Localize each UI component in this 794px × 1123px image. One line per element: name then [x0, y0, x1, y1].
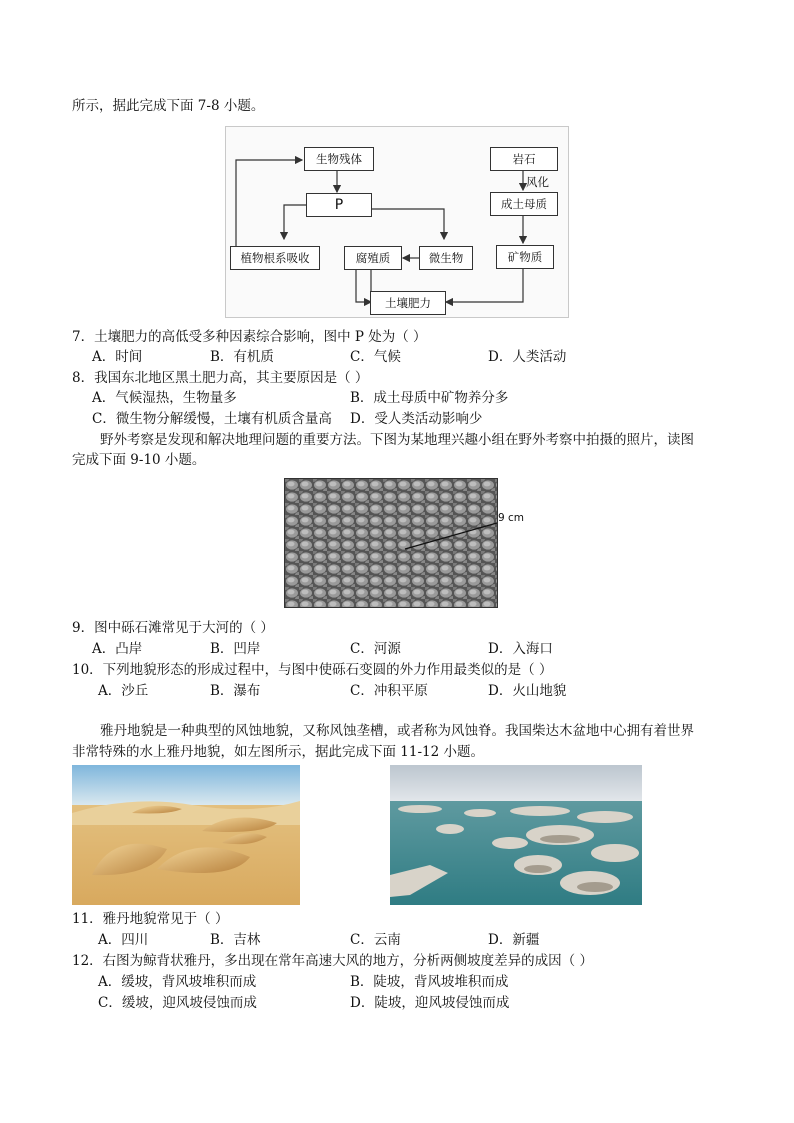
question-10-stem: 10．下列地貌形态的形成过程中，与图中使砾石变圆的外力作用最类似的是（ ） [72, 662, 553, 678]
q8-option-c: C．微生物分解缓慢，土壤有机质含量高 [92, 411, 332, 427]
q7-option-c: C．气候 [350, 349, 401, 365]
question-11-stem: 11．雅丹地貌常见于（ ） [72, 911, 229, 927]
q12-option-b: B．陡坡，背风坡堆积而成 [350, 974, 509, 990]
weathering-label: 风化 [526, 175, 549, 189]
passage-3-line-1: 雅丹地貌是一种典型的风蚀地貌，又称风蚀垄槽，或者称为风蚀脊。我国柴达木盆地中心拥有着世界 [100, 723, 694, 739]
q7-option-a: A．时间 [92, 349, 143, 365]
node-mineral: 矿物质 [496, 245, 554, 269]
question-8-stem: 8．我国东北地区黑土肥力高，其主要原因是（ ） [72, 370, 369, 386]
node-remains: 生物残体 [304, 147, 374, 171]
intro-line: 所示，据此完成下面 7-8 小题。 [72, 98, 265, 114]
q9-option-a: A．凸岸 [92, 641, 143, 657]
pebble-texture [285, 479, 497, 607]
node-root-absorption: 植物根系吸收 [230, 246, 320, 270]
q7-option-d: D．人类活动 [488, 349, 567, 365]
passage-2-line-1: 野外考察是发现和解决地理问题的重要方法。下图为某地理兴趣小组在野外考察中拍摄的照片，读图 [100, 432, 694, 448]
pebble-scale-label: 9 cm [498, 512, 525, 524]
pebble-beach-photo [284, 478, 498, 608]
q10-option-a: A．沙丘 [98, 683, 149, 699]
whaleback-yardang-image [72, 765, 300, 905]
question-9-stem: 9．图中砾石滩常见于大河的（ ） [72, 620, 274, 636]
q11-option-b: B．吉林 [210, 932, 261, 948]
node-parent-material: 成土母质 [490, 192, 558, 216]
node-soil-fertility: 土壤肥力 [370, 291, 446, 315]
q11-option-d: D．新疆 [488, 932, 540, 948]
q12-option-a: A．缓坡，背风坡堆积而成 [98, 974, 257, 990]
q9-option-c: C．河源 [350, 641, 401, 657]
desert-illustration [72, 765, 300, 905]
node-humus: 腐殖质 [344, 246, 402, 270]
q7-option-b: B．有机质 [210, 349, 274, 365]
passage-3-line-2: 非常特殊的水上雅丹地貌，如左图所示，据此完成下面 11-12 小题。 [72, 744, 484, 760]
q10-option-c: C．冲积平原 [350, 683, 428, 699]
node-p: P [306, 193, 372, 217]
q8-option-b: B．成土母质中矿物养分多 [350, 390, 509, 406]
q10-option-b: B．瀑布 [210, 683, 261, 699]
q8-option-d: D．受人类活动影响少 [350, 411, 483, 427]
question-12-stem: 12．右图为鲸背状雅丹，多出现在常年高速大风的地方，分析两侧坡度差异的成因（ ） [72, 953, 593, 969]
q12-option-c: C．缓坡，迎风坡侵蚀而成 [98, 995, 257, 1011]
q11-option-a: A．四川 [98, 932, 149, 948]
q8-option-a: A．气候湿热，生物量多 [92, 390, 237, 406]
q9-option-d: D．入海口 [488, 641, 553, 657]
soil-fertility-diagram [225, 126, 569, 318]
q12-option-d: D．陡坡，迎风坡侵蚀而成 [350, 995, 510, 1011]
q10-option-d: D．火山地貌 [488, 683, 567, 699]
water-yardang-photo [390, 765, 642, 905]
node-rock: 岩石 [490, 147, 558, 171]
q11-option-c: C．云南 [350, 932, 401, 948]
question-7-stem: 7．土壤肥力的高低受多种因素综合影响，图中 P 处为（ ） [72, 329, 427, 345]
node-microbe: 微生物 [419, 246, 473, 270]
lake-illustration [390, 765, 642, 905]
passage-2-line-2: 完成下面 9-10 小题。 [72, 452, 206, 468]
q9-option-b: B．凹岸 [210, 641, 261, 657]
